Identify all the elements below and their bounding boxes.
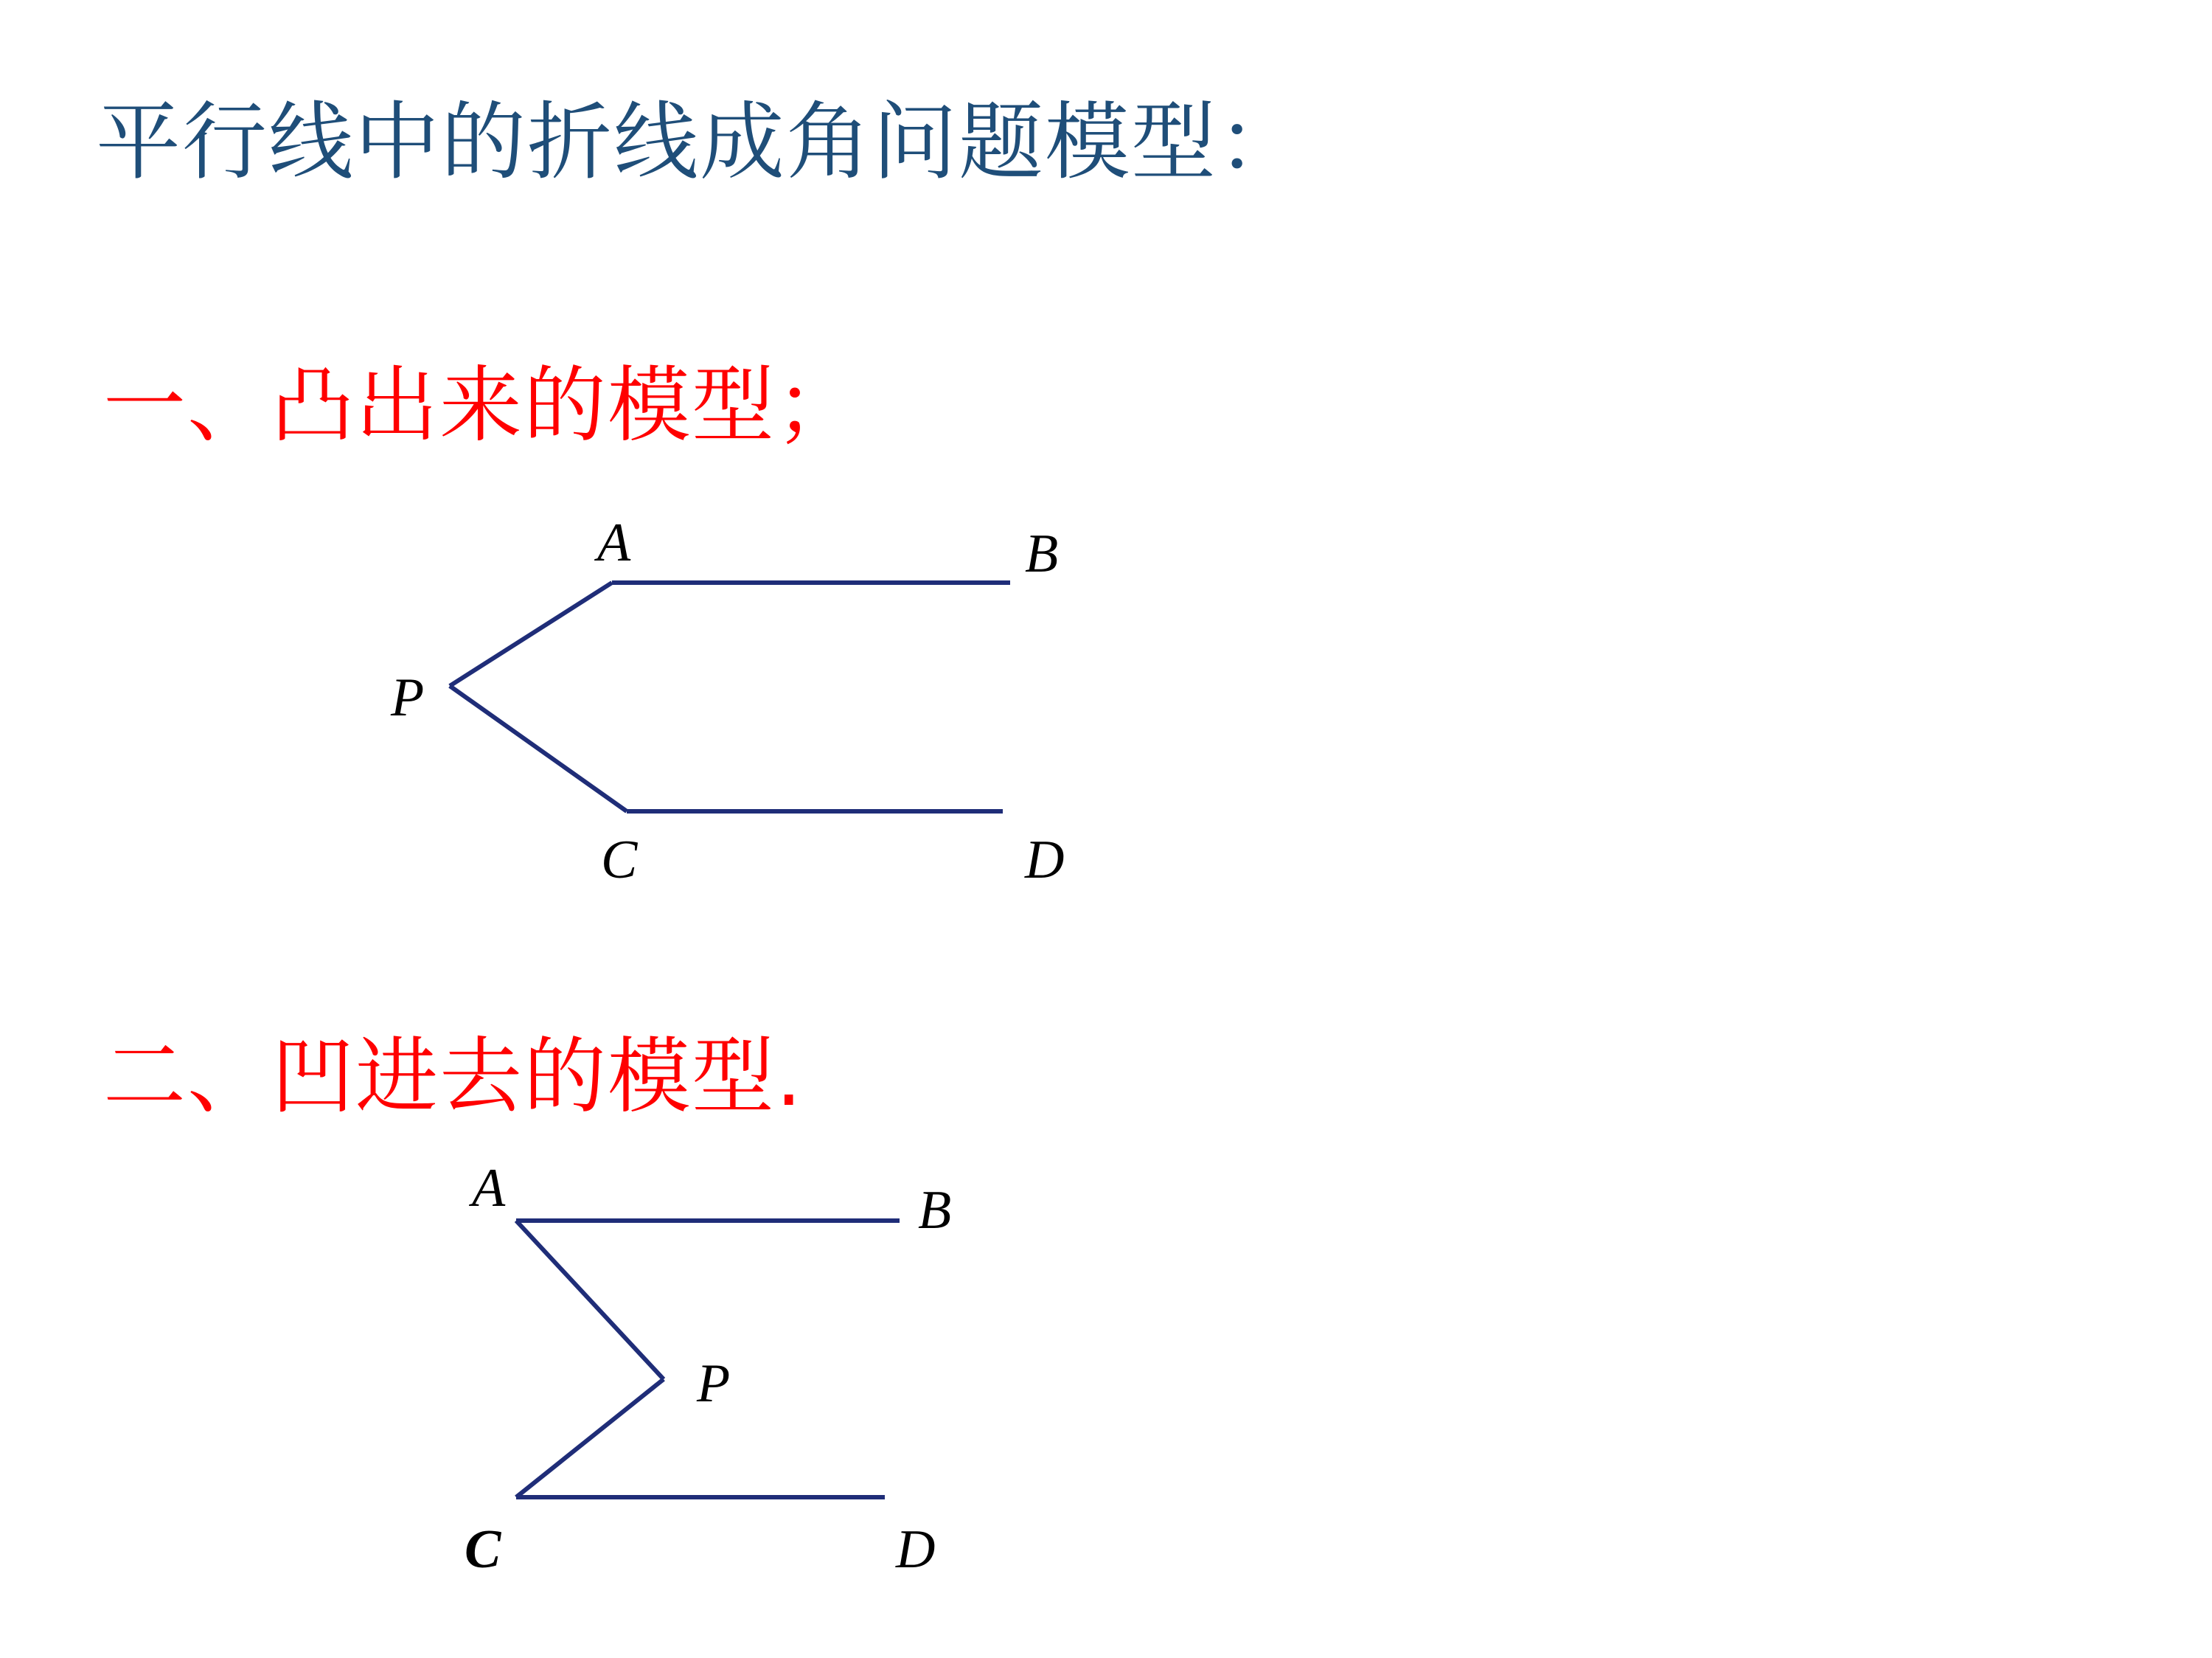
- point-label-c: C: [601, 830, 638, 890]
- point-label-a: A: [472, 1158, 506, 1218]
- heading-convex-model: 一、凸出来的模型；: [103, 358, 860, 454]
- concave-diagram-svg: [413, 1158, 1224, 1580]
- point-label-b: B: [918, 1180, 952, 1241]
- figure-convex-model: [317, 502, 1202, 944]
- segment-pa: [450, 583, 612, 686]
- point-label-b: B: [1025, 524, 1059, 584]
- convex-diagram-svg: [317, 502, 1202, 944]
- figure-concave-model: [413, 1158, 1224, 1580]
- point-label-p: P: [697, 1353, 731, 1414]
- point-label-d: D: [896, 1519, 936, 1580]
- segment-pc: [516, 1379, 664, 1497]
- heading-concave-model: 二、凹进去的模型.: [103, 1029, 804, 1125]
- segment-pc: [450, 686, 627, 811]
- point-label-c: C: [465, 1519, 501, 1580]
- point-label-a: A: [597, 513, 631, 573]
- point-label-d: D: [1025, 830, 1065, 890]
- point-label-p: P: [391, 667, 425, 728]
- page-title: 平行线中的折线成角问题模型：: [96, 93, 1304, 192]
- segment-ap: [516, 1221, 664, 1379]
